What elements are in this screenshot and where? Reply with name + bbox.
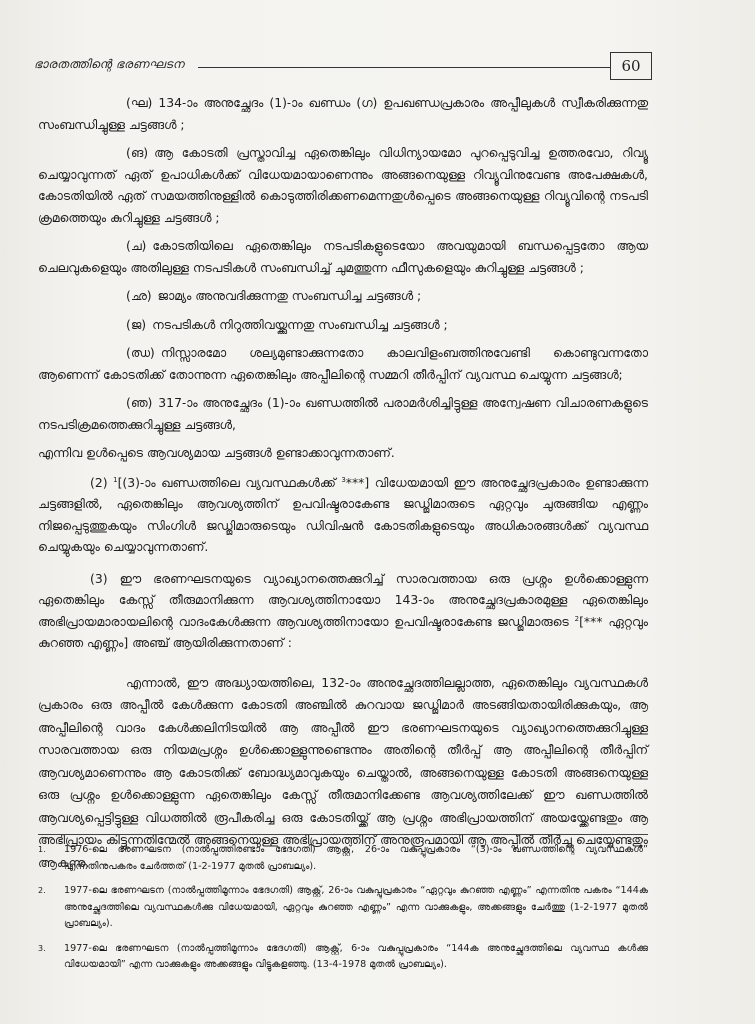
clause-text: നടപടികൾ നിറുത്തിവയ്ക്കുന്നതു സംബന്ധിച്ച ചട്ടങ്ങൾ ; xyxy=(152,316,448,332)
clause-mark: (ങ) xyxy=(126,145,149,160)
clause-nja xyxy=(38,392,648,435)
clause-mark: (ഘ) xyxy=(126,95,153,110)
footnote-text: 1976-ലെ ഭരണഘടന (നാൽപ്പത്തിരണ്ടാം ഭേദഗതി) ആക്റ്റ്, 26-ാം വകുപ്പുപ്രകാരം “(3)-ാം ഖണ്ഡത്തിന്റെ വ്യവസ്ഥകൾ” എന്നതിനുപകരം ചേർത്തത് (1-2-1977 മുതൽ പ്രാബല്യം). xyxy=(64,844,648,872)
footnote-text: 1977-ലെ ഭരണഘടന (നാൽപ്പത്തിമൂന്നാം ഭേദഗതി) ആക്റ്റ്, 6-ാം വകുപ്പുപ്രകാരം “144ക അനുച്ഛേദത്തിലെ വ്യവസ്ഥ കൾക്കു വിധേയമായി” എന്ന വാക്കുകളും അക്കങ്ങളും വിട്ടുകളഞ്ഞു. (13-4-1978 മുതൽ പ്രാബല്യം). xyxy=(64,942,648,970)
clause-3 xyxy=(38,568,648,654)
clause-3-text-a: (3) ഈ ഭരണഘടനയുടെ വ്യാഖ്യാനത്തെക്കുറിച്ച് സാരവത്തായ ഒരു പ്രശ്നം ഉൾക്കൊള്ളുന്ന ഏതെങ്കിലും കേസ്സ് തീരുമാനിക്കുന്ന ആവശ്യത്തിനായോ 143-ാം അനുച്ഛേദപ്രകാരമുള്ള ഏതെങ്കിലും അഭിപ്രായമാരായലിന്റെ വാദംകേൾക്കുന്ന ആവശ്യത്തിനായോ ഉപവിഷ്ടരാകേണ്ട ജഡ്ജിമാരുടെ xyxy=(38,570,648,629)
clause-text: നിസ്സാരമോ ശല്യമുണ്ടാക്കുന്നതോ കാലവിളംബത്തിനുവേണ്ടി കൊണ്ടുവന്നതോ ആണെന്ന് കോടതിക്ക് തോന്നുന്ന ഏതെങ്കിലും അപ്പീലിന്റെ സമ്മറി തീർപ്പിന് വ്യവസ്ഥ ചെയ്യുന്ന ചട്ടങ്ങൾ; xyxy=(38,345,648,382)
footnotes xyxy=(38,842,648,982)
footnote-2 xyxy=(38,883,648,933)
proviso-paragraph: എന്നാൽ, ഈ അദ്ധ്യായത്തിലെ, 132-ാം അനുച്ഛേദത്തിലല്ലാത്ത, ഏതെങ്കിലും വ്യവസ്ഥകൾ പ്രകാരം ഒരു അപ്പീൽ കേൾക്കുന്ന കോടതി അഞ്ചിൽ കുറവായ ജഡ്ജിമാർ അടങ്ങിയതായിരിക്കുകയും, ആ അപ്പീലിന്റെ വാദം കേൾക്കലിനിടയിൽ ആ അപ്പീൽ ഈ ഭരണഘടനയുടെ വ്യാഖ്യാനത്തെക്കുറിച്ചുള്ള സാരവത്തായ ഒരു നിയമപ്രശ്നം ഉൾക്കൊള്ളുന്നുണ്ടെന്നും അതിന്റെ തീർപ്പ് ആ അപ്പീലിന്റെ തീർപ്പിന് ആവശ്യമാണെന്നും ആ കോടതിക്ക് ബോദ്ധ്യമാവുകയും ചെയ്താൽ, അങ്ങനെയുള്ള കോടതി അങ്ങനെയുള്ള ഒരു പ്രശ്നം ഉൾക്കൊള്ളുന്ന ഏതെങ്കിലും കേസ്സ് തീരുമാനിക്കേണ്ട ആവശ്യത്തിലേക്ക് ഈ ഖണ്ഡത്തിൽ ആവശ്യപ്പെട്ടിട്ടുള്ള വിധത്തിൽ രൂപീകരിച്ച ഒരു കോടതിയ്ക്ക് ആ പ്രശ്നം അഭിപ്രായത്തിന് അയയ്ക്കേണ്ടതും ആ അഭിപ്രായം കിട്ടുന്നതിന്മേൽ അങ്ങനെയുള്ള അഭിപ്രായത്തിന് അനുരൂപമായി ആ അപ്പീൽ തീർച്ച ചെയ്യേണ്ടതും ആകുന്നു. xyxy=(38,674,648,870)
clause-ja xyxy=(38,314,648,336)
document-body xyxy=(38,92,648,874)
clause-text: ജാമ്യം അനുവദിക്കുന്നതു സംബന്ധിച്ച ചട്ടങ്ങൾ ; xyxy=(157,288,422,303)
clause-chha xyxy=(38,285,648,307)
footnote-number: 1. xyxy=(38,845,46,854)
running-title: ഭാരതത്തിന്റെ ഭരണഘടന xyxy=(34,57,185,71)
clause-2 xyxy=(38,472,648,558)
closing-line: എന്നിവ ഉൾപ്പെടെ ആവശ്യമായ ചട്ടങ്ങൾ ഉണ്ടാക്കാവുന്നതാണ്. xyxy=(38,445,395,460)
page-number: 60 xyxy=(610,52,652,80)
clause-3-text-b: [*** ഏറ്റവും കുറഞ്ഞ എണ്ണം] അഞ്ച് ആയിരിക്കുന്നതാണ് : xyxy=(38,613,648,650)
header-rule xyxy=(198,67,610,68)
clause-gha xyxy=(38,92,648,135)
clause-mark: (ച) xyxy=(126,238,147,253)
clause-jha xyxy=(38,342,648,385)
footnote-1 xyxy=(38,842,648,875)
clause-mark: (ഝ) xyxy=(126,345,155,360)
footnote-ref: 1 xyxy=(113,475,118,484)
clause-text: 317-ാം അനുച്ഛേദം (1)-ാം ഖണ്ഡത്തിൽ പരാമർശിച്ചിട്ടുള്ള അന്വേഷണ വിചാരണകളുടെ നടപടിക്രമത്തെക്കുറിച്ചുള്ള ചട്ടങ്ങൾ, xyxy=(38,395,648,432)
clause-2-text-b: ***] വിധേയമായി ഈ അനുച്ഛേദപ്രകാരം ഉണ്ടാക്കുന്ന ചട്ടങ്ങളിൽ, ഏതെങ്കിലും ആവശ്യത്തിന് ഉപവിഷ്ടരാകേണ്ട ജഡ്ജിമാരുടെ ഏറ്റവും ചുരുങ്ങിയ എണ്ണം നിജപ്പെടുത്തുകയും സിംഗിൾ ജഡ്ജിമാരുടെയും ഡിവിഷൻ കോടതികളുടെയും അധികാരങ്ങൾക്ക് വ്യവസ്ഥ ചെയ്യുകയും ചെയ്യാവുന്നതാണ്. xyxy=(38,474,648,554)
clause-cha xyxy=(38,235,648,278)
page-header xyxy=(30,52,650,82)
clause-mark: (ഞ) xyxy=(126,395,153,410)
clause-mark: (ഛ) xyxy=(126,288,152,303)
clause-2-text-a: [(3)-ാം ഖണ്ഡത്തിലെ വ്യവസ്ഥകൾക്ക് xyxy=(117,474,336,490)
footnote-number: 3. xyxy=(38,943,46,953)
footnote-3 xyxy=(38,941,648,974)
clause-text: 134-ാം അനുച്ഛേദം (1)-ാം ഖണ്ഡം (ഗ) ഉപഖണ്ഡപ്രകാരം അപ്പീലുകൾ സ്വീകരിക്കുന്നതു സംബന്ധിച്ചുള്ള ചട്ടങ്ങൾ ; xyxy=(38,95,648,132)
footnote-ref: 2 xyxy=(574,614,580,623)
footnote-rule xyxy=(38,834,648,835)
clause-nga xyxy=(38,142,648,228)
clause-2-lead: (2) xyxy=(90,474,108,490)
clause-text: ആ കോടതി പ്രസ്താവിച്ച ഏതെങ്കിലും വിധിന്യായമോ പുറപ്പെടുവിച്ച ഉത്തരവോ, റിവ്യൂ ചെയ്യാവുന്നത് ഏത് ഉപാധികൾക്ക് വിധേയമായാണെന്നും അങ്ങനെയുള്ള റിവ്യൂവിനുവേണ്ട അപേക്ഷകൾ, കോടതിയിൽ ഏത് സമയത്തിനുള്ളിൽ കൊടുത്തിരിക്കണമെന്നതുൾപ്പെടെ അങ്ങനെയുള്ള റിവ്യൂവിന്റെ നടപടി ക്രമത്തെയും കുറിച്ചുള്ള ചട്ടങ്ങൾ ; xyxy=(38,145,648,225)
footnote-text: 1977-ലെ ഭരണഘടന (നാൽപ്പത്തിമൂന്നാം ഭേദഗതി) ആക്റ്റ്, 26-ാം വകുപ്പുപ്രകാരം “ഏറ്റവും കുറഞ്ഞ എണ്ണം” എന്നതിനു പകരം “144ക അനുച്ഛേദത്തിലെ വ്യവസ്ഥകൾക്കു വിധേയമായി, ഏറ്റവും കുറഞ്ഞ എണ്ണം” എന്ന വാക്കുകളും, അക്കങ്ങളും ചേർത്തു (1-2-1977 മുതൽ പ്രാബല്യം). xyxy=(64,885,648,929)
footnote-number: 2. xyxy=(38,886,46,895)
clause-mark: (ജ) xyxy=(126,316,147,332)
clause-text: കോടതിയിലെ ഏതെങ്കിലും നടപടികളുടെയോ അവയുമായി ബന്ധപ്പെട്ടതോ ആയ ചെലവുകളെയും അതിലുള്ള നടപടികൾ സംബന്ധിച്ച് ചുമത്തുന്ന ഫീസുകളെയും കുറിച്ചുള്ള ചട്ടങ്ങൾ ; xyxy=(38,238,648,275)
footnote-ref: 3 xyxy=(341,475,346,484)
